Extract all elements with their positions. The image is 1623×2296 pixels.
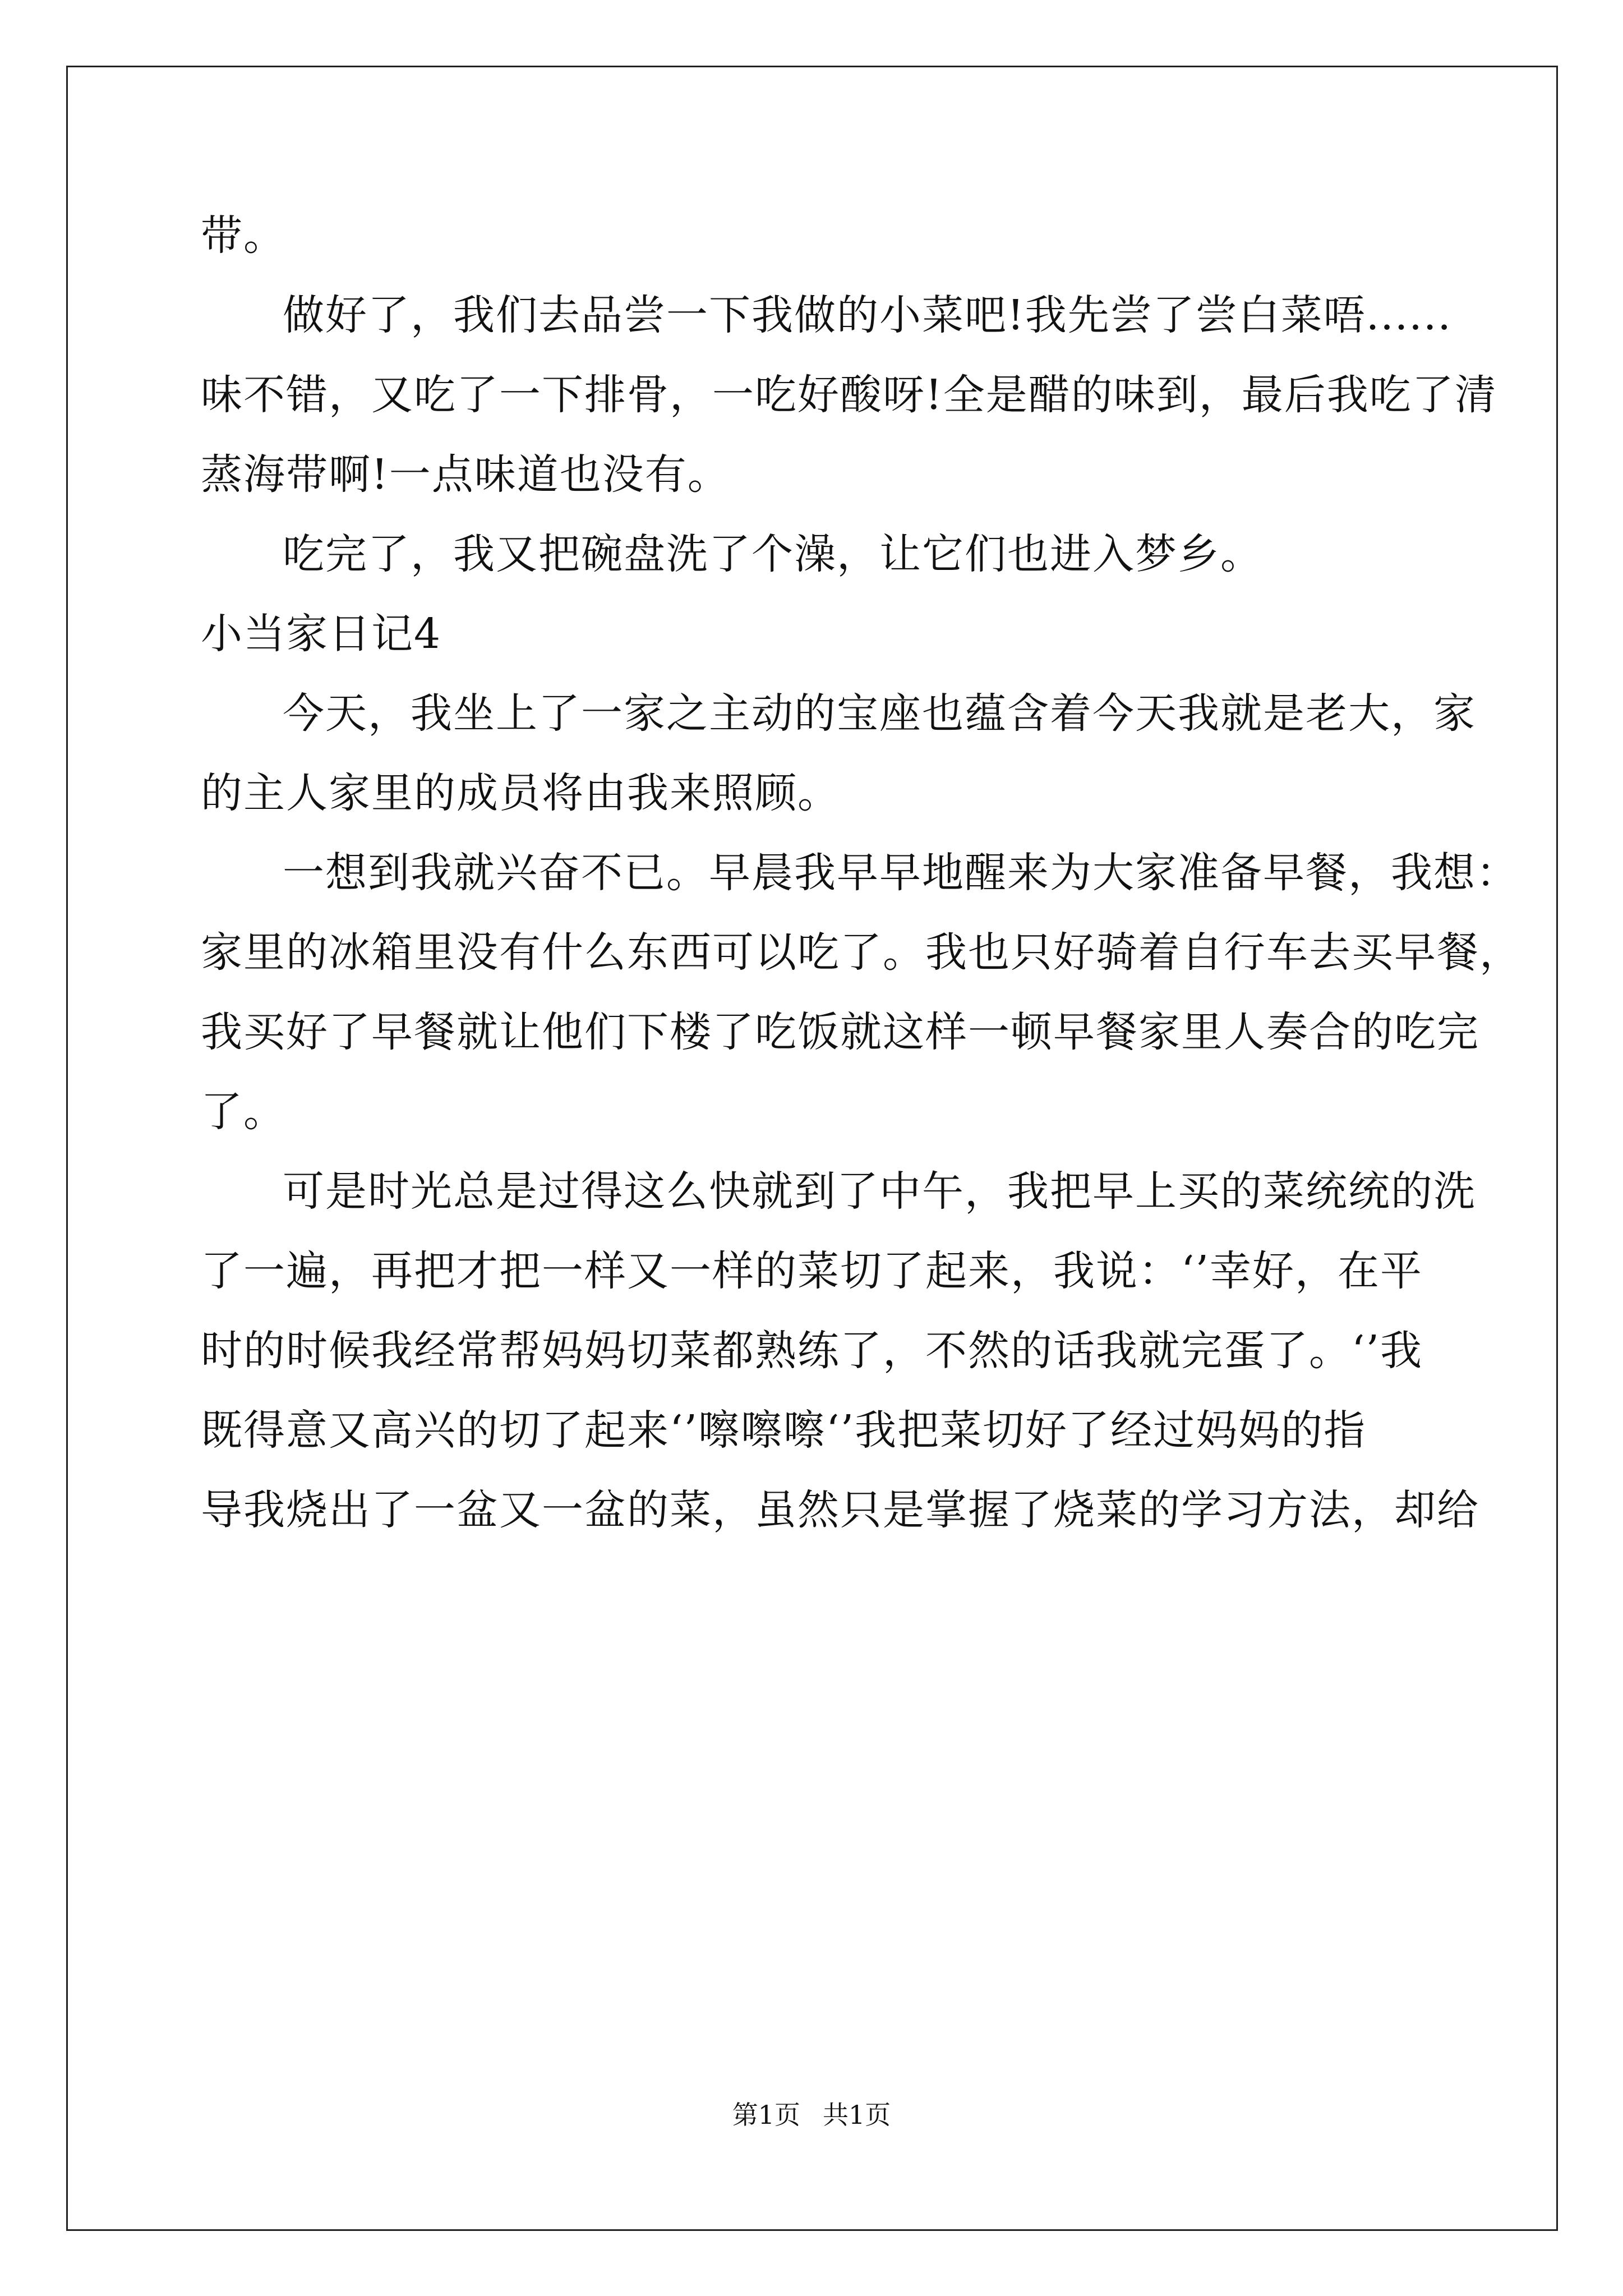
text-line: 了。: [201, 1088, 286, 1136]
page-total: 共1页: [823, 2100, 891, 2130]
page-number: 第1页: [732, 2100, 800, 2130]
page-footer: [0, 2098, 1623, 2132]
text-line: 家里的冰箱里没有什么东西可以吃了。我也只好骑着自行车去买早餐，: [201, 928, 1522, 977]
section-heading: 小当家日记4: [201, 610, 442, 658]
text-line: 做好了，我们去品尝一下我做的小菜吧!我先尝了尝白菜唔......: [283, 291, 1452, 339]
text-line: 了一遍，再把才把一样又一样的菜切了起来，我说：‘’幸好，在平: [201, 1247, 1423, 1295]
text-line: 带。: [201, 211, 286, 260]
text-line: 吃完了，我又把碗盘洗了个澡，让它们也进入梦乡。: [283, 530, 1263, 578]
text-line: 导我烧出了一盆又一盆的菜，虽然只是掌握了烧菜的学习方法，却给: [201, 1486, 1479, 1534]
text-line: 我买好了早餐就让他们下楼了吃饭就这样一顿早餐家里人奏合的吃完: [201, 1008, 1479, 1056]
text-line: 既得意又高兴的切了起来‘’嚓嚓嚓‘’我把菜切好了经过妈妈的指: [201, 1406, 1367, 1455]
text-line: 蒸海带啊!一点味道也没有。: [201, 450, 730, 499]
text-line: 味不错，又吃了一下排骨，一吃好酸呀!全是醋的味到，最后我吃了清: [201, 371, 1497, 419]
text-line: 一想到我就兴奋不已。早晨我早早地醒来为大家准备早餐，我想：: [283, 849, 1519, 897]
text-line: 可是时光总是过得这么快就到了中午，我把早上买的菜统统的洗: [283, 1167, 1476, 1216]
text-line: 的主人家里的成员将由我来照顾。: [201, 769, 840, 817]
text-line: 今天，我坐上了一家之主动的宝座也蕴含着今天我就是老大，家: [283, 689, 1476, 738]
text-line: 时的时候我经常帮妈妈切菜都熟练了，不然的话我就完蛋了。‘’我: [201, 1327, 1423, 1375]
